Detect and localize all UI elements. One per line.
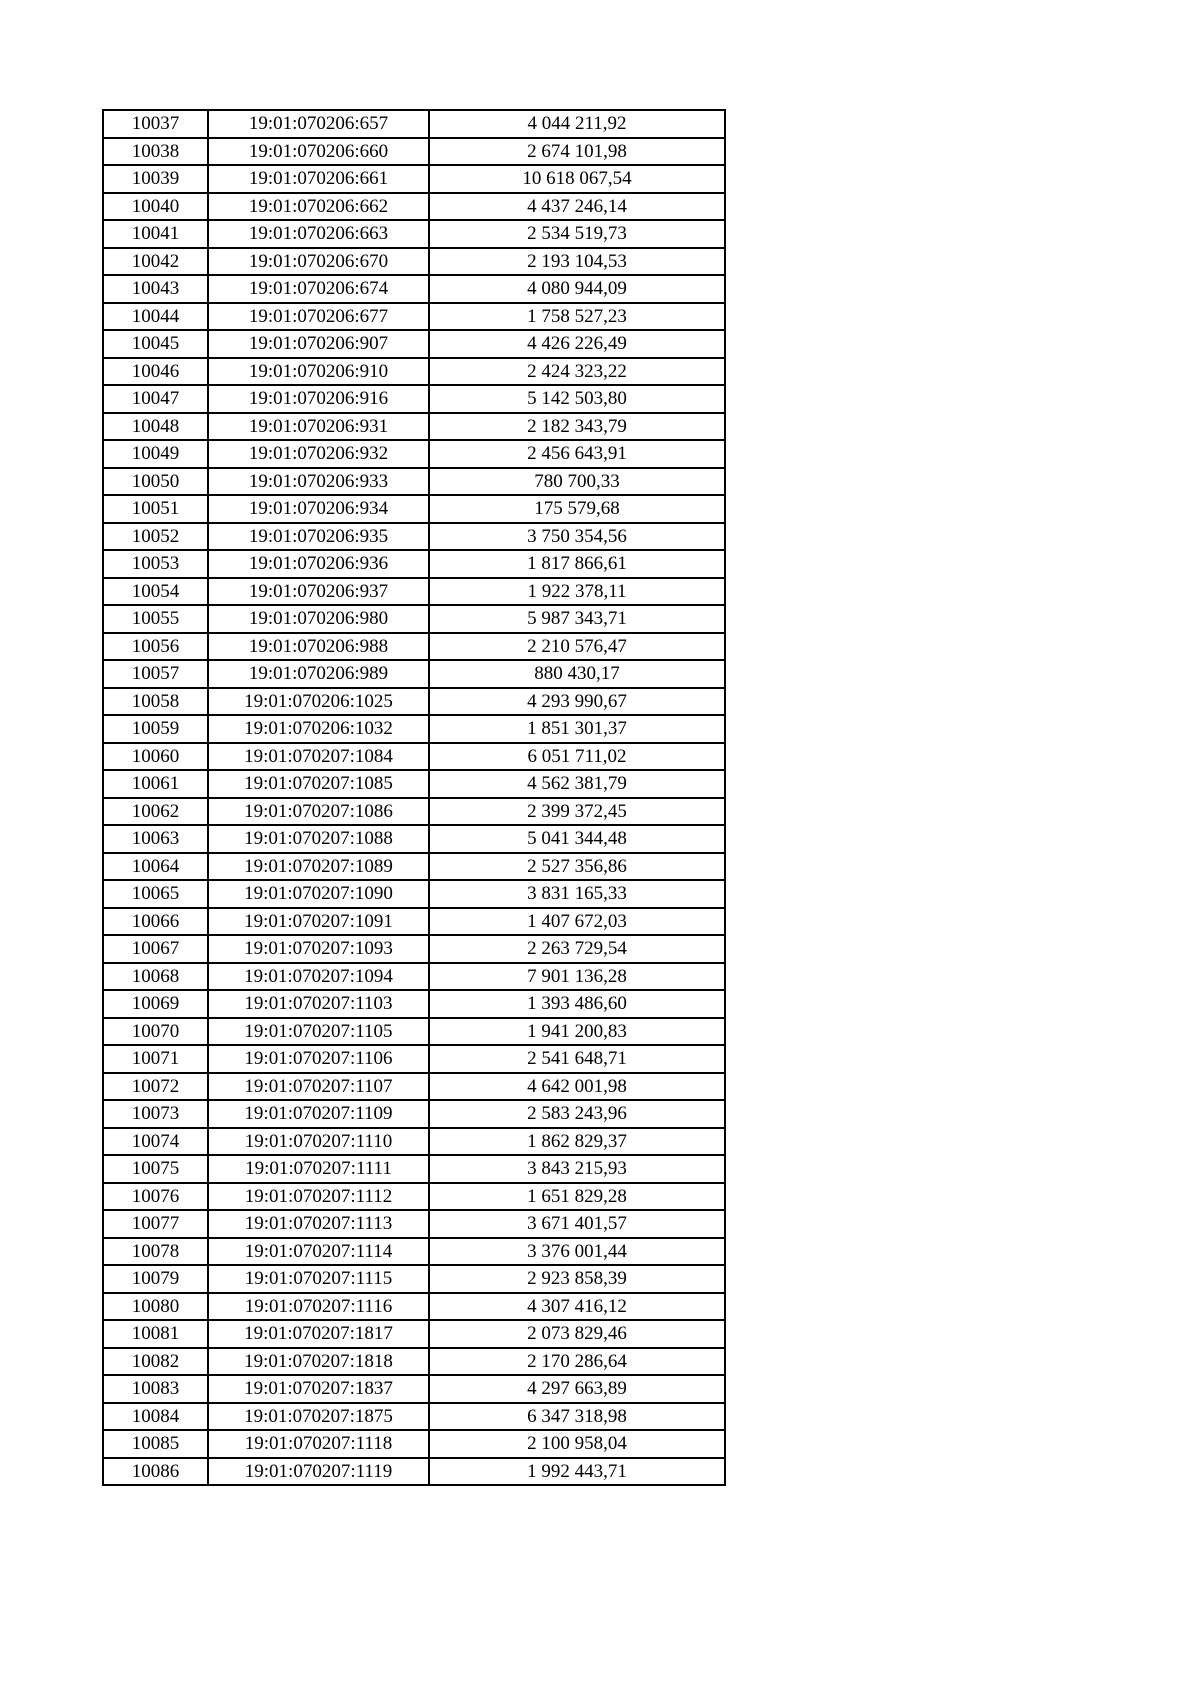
cadastral-number-cell: 19:01:070206:670	[208, 248, 429, 276]
value-cell: 4 293 990,67	[429, 688, 725, 716]
table-row	[103, 248, 725, 276]
value-cell: 3 671 401,57	[429, 1210, 725, 1238]
table-row	[103, 605, 725, 633]
value-cell: 4 562 381,79	[429, 770, 725, 798]
table-row	[103, 660, 725, 688]
table-row	[103, 1403, 725, 1431]
value-cell: 7 901 136,28	[429, 963, 725, 991]
cadastral-number-cell: 19:01:070206:662	[208, 193, 429, 221]
value-cell: 2 182 343,79	[429, 413, 725, 441]
table-row	[103, 165, 725, 193]
row-number-cell: 10086	[103, 1458, 208, 1486]
cadastral-number-cell: 19:01:070207:1103	[208, 990, 429, 1018]
value-cell: 3 843 215,93	[429, 1155, 725, 1183]
registry-table-body	[103, 110, 725, 1485]
row-number-cell: 10085	[103, 1430, 208, 1458]
value-cell: 5 142 503,80	[429, 385, 725, 413]
cadastral-number-cell: 19:01:070206:988	[208, 633, 429, 661]
row-number-cell: 10069	[103, 990, 208, 1018]
cadastral-number-cell: 19:01:070207:1086	[208, 798, 429, 826]
row-number-cell: 10068	[103, 963, 208, 991]
row-number-cell: 10065	[103, 880, 208, 908]
value-cell: 2 170 286,64	[429, 1348, 725, 1376]
row-number-cell: 10054	[103, 578, 208, 606]
value-cell: 4 307 416,12	[429, 1293, 725, 1321]
value-cell: 2 923 858,39	[429, 1265, 725, 1293]
table-row	[103, 440, 725, 468]
table-row	[103, 275, 725, 303]
value-cell: 2 583 243,96	[429, 1100, 725, 1128]
table-row	[103, 798, 725, 826]
cadastral-number-cell: 19:01:070206:932	[208, 440, 429, 468]
cadastral-number-cell: 19:01:070206:936	[208, 550, 429, 578]
value-cell: 1 651 829,28	[429, 1183, 725, 1211]
cadastral-number-cell: 19:01:070206:907	[208, 330, 429, 358]
row-number-cell: 10039	[103, 165, 208, 193]
row-number-cell: 10083	[103, 1375, 208, 1403]
value-cell: 4 437 246,14	[429, 193, 725, 221]
table-row	[103, 880, 725, 908]
cadastral-number-cell: 19:01:070206:657	[208, 110, 429, 138]
value-cell: 3 376 001,44	[429, 1238, 725, 1266]
row-number-cell: 10071	[103, 1045, 208, 1073]
value-cell: 1 992 443,71	[429, 1458, 725, 1486]
row-number-cell: 10044	[103, 303, 208, 331]
table-row	[103, 385, 725, 413]
value-cell: 1 407 672,03	[429, 908, 725, 936]
row-number-cell: 10078	[103, 1238, 208, 1266]
cadastral-number-cell: 19:01:070207:1116	[208, 1293, 429, 1321]
value-cell: 3 831 165,33	[429, 880, 725, 908]
table-row	[103, 1018, 725, 1046]
row-number-cell: 10042	[103, 248, 208, 276]
value-cell: 4 297 663,89	[429, 1375, 725, 1403]
cadastral-number-cell: 19:01:070207:1119	[208, 1458, 429, 1486]
table-row	[103, 825, 725, 853]
table-row	[103, 688, 725, 716]
table-row	[103, 1430, 725, 1458]
table-row	[103, 963, 725, 991]
value-cell: 2 424 323,22	[429, 358, 725, 386]
row-number-cell: 10084	[103, 1403, 208, 1431]
table-row	[103, 138, 725, 166]
cadastral-number-cell: 19:01:070206:980	[208, 605, 429, 633]
row-number-cell: 10082	[103, 1348, 208, 1376]
table-row	[103, 523, 725, 551]
cadastral-number-cell: 19:01:070207:1084	[208, 743, 429, 771]
row-number-cell: 10080	[103, 1293, 208, 1321]
cadastral-number-cell: 19:01:070207:1115	[208, 1265, 429, 1293]
table-row	[103, 1045, 725, 1073]
cadastral-number-cell: 19:01:070207:1111	[208, 1155, 429, 1183]
cadastral-number-cell: 19:01:070206:1032	[208, 715, 429, 743]
table-row	[103, 110, 725, 138]
table-row	[103, 220, 725, 248]
row-number-cell: 10063	[103, 825, 208, 853]
row-number-cell: 10048	[103, 413, 208, 441]
row-number-cell: 10075	[103, 1155, 208, 1183]
table-row	[103, 1320, 725, 1348]
table-row	[103, 1100, 725, 1128]
table-row	[103, 1128, 725, 1156]
table-row	[103, 578, 725, 606]
row-number-cell: 10055	[103, 605, 208, 633]
row-number-cell: 10053	[103, 550, 208, 578]
cadastral-number-cell: 19:01:070206:937	[208, 578, 429, 606]
cadastral-number-cell: 19:01:070207:1114	[208, 1238, 429, 1266]
cadastral-number-cell: 19:01:070206:661	[208, 165, 429, 193]
row-number-cell: 10041	[103, 220, 208, 248]
value-cell: 2 456 643,91	[429, 440, 725, 468]
cadastral-number-cell: 19:01:070206:674	[208, 275, 429, 303]
value-cell: 175 579,68	[429, 495, 725, 523]
cadastral-number-cell: 19:01:070207:1093	[208, 935, 429, 963]
table-row	[103, 1375, 725, 1403]
table-row	[103, 1293, 725, 1321]
row-number-cell: 10062	[103, 798, 208, 826]
cadastral-number-cell: 19:01:070207:1089	[208, 853, 429, 881]
cadastral-number-cell: 19:01:070207:1118	[208, 1430, 429, 1458]
row-number-cell: 10077	[103, 1210, 208, 1238]
cadastral-number-cell: 19:01:070206:1025	[208, 688, 429, 716]
table-row	[103, 715, 725, 743]
table-row	[103, 633, 725, 661]
cadastral-number-cell: 19:01:070207:1818	[208, 1348, 429, 1376]
cadastral-number-cell: 19:01:070207:1106	[208, 1045, 429, 1073]
table-row	[103, 1458, 725, 1486]
table-row	[103, 935, 725, 963]
cadastral-number-cell: 19:01:070207:1085	[208, 770, 429, 798]
cadastral-number-cell: 19:01:070207:1105	[208, 1018, 429, 1046]
value-cell: 4 642 001,98	[429, 1073, 725, 1101]
row-number-cell: 10066	[103, 908, 208, 936]
table-row	[103, 1073, 725, 1101]
row-number-cell: 10046	[103, 358, 208, 386]
value-cell: 4 080 944,09	[429, 275, 725, 303]
value-cell: 2 399 372,45	[429, 798, 725, 826]
row-number-cell: 10064	[103, 853, 208, 881]
cadastral-number-cell: 19:01:070206:934	[208, 495, 429, 523]
cadastral-number-cell: 19:01:070206:660	[208, 138, 429, 166]
cadastral-number-cell: 19:01:070207:1875	[208, 1403, 429, 1431]
cadastral-number-cell: 19:01:070207:1094	[208, 963, 429, 991]
row-number-cell: 10049	[103, 440, 208, 468]
value-cell: 2 534 519,73	[429, 220, 725, 248]
value-cell: 1 941 200,83	[429, 1018, 725, 1046]
table-row	[103, 770, 725, 798]
table-row	[103, 1348, 725, 1376]
row-number-cell: 10067	[103, 935, 208, 963]
cadastral-number-cell: 19:01:070206:663	[208, 220, 429, 248]
row-number-cell: 10081	[103, 1320, 208, 1348]
row-number-cell: 10050	[103, 468, 208, 496]
value-cell: 2 541 648,71	[429, 1045, 725, 1073]
row-number-cell: 10073	[103, 1100, 208, 1128]
row-number-cell: 10074	[103, 1128, 208, 1156]
value-cell: 2 210 576,47	[429, 633, 725, 661]
value-cell: 1 817 866,61	[429, 550, 725, 578]
cadastral-number-cell: 19:01:070206:935	[208, 523, 429, 551]
table-row	[103, 1238, 725, 1266]
row-number-cell: 10043	[103, 275, 208, 303]
cadastral-number-cell: 19:01:070206:989	[208, 660, 429, 688]
table-row	[103, 1265, 725, 1293]
cadastral-number-cell: 19:01:070207:1112	[208, 1183, 429, 1211]
cadastral-number-cell: 19:01:070206:933	[208, 468, 429, 496]
table-row	[103, 303, 725, 331]
table-row	[103, 853, 725, 881]
table-row	[103, 550, 725, 578]
row-number-cell: 10058	[103, 688, 208, 716]
value-cell: 2 193 104,53	[429, 248, 725, 276]
table-row	[103, 908, 725, 936]
value-cell: 1 393 486,60	[429, 990, 725, 1018]
value-cell: 5 987 343,71	[429, 605, 725, 633]
row-number-cell: 10045	[103, 330, 208, 358]
row-number-cell: 10079	[103, 1265, 208, 1293]
table-row	[103, 990, 725, 1018]
row-number-cell: 10059	[103, 715, 208, 743]
cadastral-number-cell: 19:01:070207:1817	[208, 1320, 429, 1348]
cadastral-number-cell: 19:01:070207:1107	[208, 1073, 429, 1101]
table-row	[103, 358, 725, 386]
table-row	[103, 468, 725, 496]
table-row	[103, 1155, 725, 1183]
value-cell: 880 430,17	[429, 660, 725, 688]
table-row	[103, 413, 725, 441]
table-row	[103, 193, 725, 221]
table-row	[103, 495, 725, 523]
row-number-cell: 10070	[103, 1018, 208, 1046]
row-number-cell: 10052	[103, 523, 208, 551]
row-number-cell: 10072	[103, 1073, 208, 1101]
table-row	[103, 1183, 725, 1211]
row-number-cell: 10076	[103, 1183, 208, 1211]
value-cell: 1 758 527,23	[429, 303, 725, 331]
cadastral-number-cell: 19:01:070207:1109	[208, 1100, 429, 1128]
row-number-cell: 10057	[103, 660, 208, 688]
value-cell: 4 044 211,92	[429, 110, 725, 138]
row-number-cell: 10037	[103, 110, 208, 138]
value-cell: 3 750 354,56	[429, 523, 725, 551]
row-number-cell: 10051	[103, 495, 208, 523]
value-cell: 2 527 356,86	[429, 853, 725, 881]
value-cell: 2 100 958,04	[429, 1430, 725, 1458]
cadastral-number-cell: 19:01:070206:916	[208, 385, 429, 413]
row-number-cell: 10056	[103, 633, 208, 661]
table-row	[103, 743, 725, 771]
cadastral-number-cell: 19:01:070207:1113	[208, 1210, 429, 1238]
cadastral-number-cell: 19:01:070207:1088	[208, 825, 429, 853]
value-cell: 2 073 829,46	[429, 1320, 725, 1348]
cadastral-number-cell: 19:01:070207:1110	[208, 1128, 429, 1156]
table-row	[103, 1210, 725, 1238]
value-cell: 4 426 226,49	[429, 330, 725, 358]
cadastral-number-cell: 19:01:070207:1837	[208, 1375, 429, 1403]
cadastral-number-cell: 19:01:070207:1090	[208, 880, 429, 908]
table-row	[103, 330, 725, 358]
row-number-cell: 10061	[103, 770, 208, 798]
value-cell: 1 922 378,11	[429, 578, 725, 606]
cadastral-number-cell: 19:01:070206:910	[208, 358, 429, 386]
cadastral-number-cell: 19:01:070207:1091	[208, 908, 429, 936]
value-cell: 10 618 067,54	[429, 165, 725, 193]
cadastral-number-cell: 19:01:070206:677	[208, 303, 429, 331]
value-cell: 2 263 729,54	[429, 935, 725, 963]
value-cell: 6 347 318,98	[429, 1403, 725, 1431]
value-cell: 1 851 301,37	[429, 715, 725, 743]
value-cell: 5 041 344,48	[429, 825, 725, 853]
cadastral-number-cell: 19:01:070206:931	[208, 413, 429, 441]
registry-table	[102, 109, 726, 1486]
row-number-cell: 10060	[103, 743, 208, 771]
value-cell: 6 051 711,02	[429, 743, 725, 771]
value-cell: 780 700,33	[429, 468, 725, 496]
value-cell: 1 862 829,37	[429, 1128, 725, 1156]
row-number-cell: 10047	[103, 385, 208, 413]
row-number-cell: 10040	[103, 193, 208, 221]
row-number-cell: 10038	[103, 138, 208, 166]
value-cell: 2 674 101,98	[429, 138, 725, 166]
